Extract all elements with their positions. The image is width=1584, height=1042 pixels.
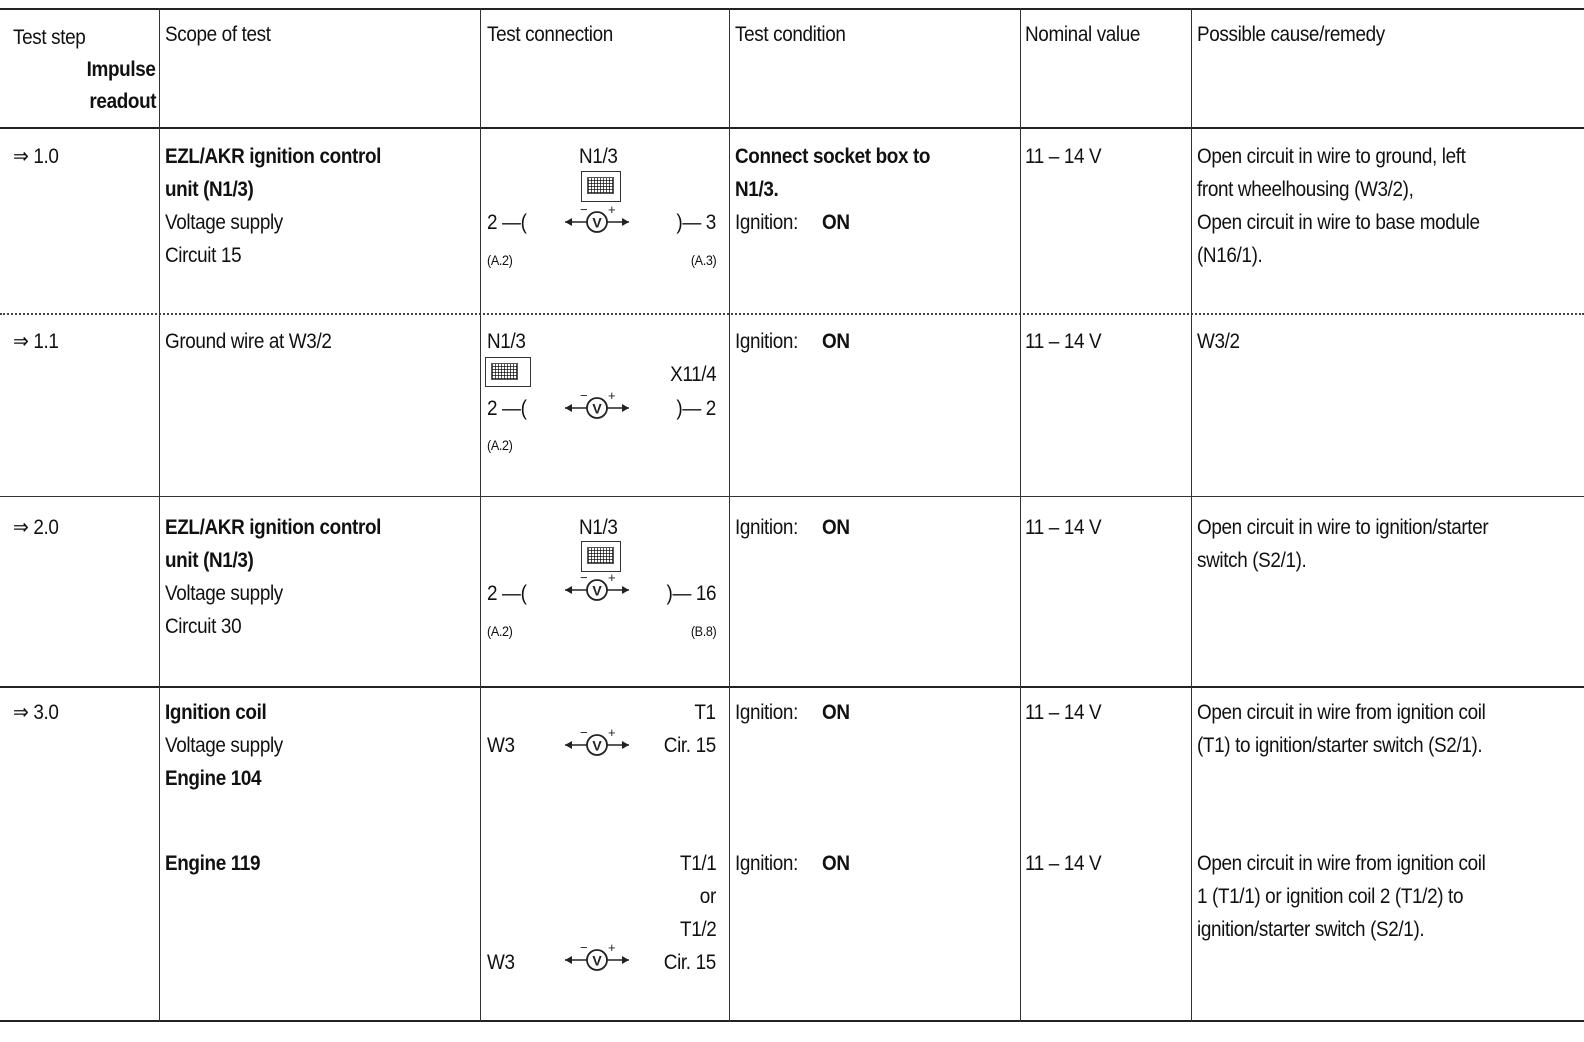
col-divider: [729, 8, 730, 1022]
voltmeter-icon: [565, 725, 629, 760]
condition-on: ON: [822, 330, 850, 353]
scope-line: Circuit 30: [165, 615, 242, 638]
pin-right: )— 2: [676, 397, 716, 420]
col-divider: [159, 8, 160, 1022]
meter-minus: −: [580, 388, 588, 403]
header-scope: Scope of test: [165, 23, 271, 46]
voltmeter-icon: [565, 202, 629, 237]
nominal-value: 11 – 14 V: [1025, 330, 1102, 353]
pin-left: 2 —(: [487, 211, 527, 234]
condition-ignition: Ignition:: [735, 516, 798, 539]
meter-plus: +: [608, 940, 616, 955]
voltmeter-icon: [565, 940, 629, 975]
cause-line: Open circuit in wire from ignition coil: [1197, 701, 1486, 724]
socket-box-icon: [485, 357, 531, 387]
scope-line: Voltage supply: [165, 734, 283, 757]
condition-ignition: Ignition:: [735, 330, 798, 353]
target-label: T1/2: [679, 918, 716, 941]
step-label: ⇒ 3.0: [13, 701, 59, 724]
condition-text: N1/3.: [735, 178, 779, 201]
scope-title: EZL/AKR ignition control: [165, 516, 382, 539]
scope-title: Engine 104: [165, 767, 262, 790]
header-nominal: Nominal value: [1025, 23, 1141, 46]
header-condition: Test condition: [735, 23, 846, 46]
meter-symbol: V: [592, 737, 602, 754]
step-label: ⇒ 1.1: [13, 330, 59, 353]
meter-symbol: V: [592, 582, 602, 599]
step-label: ⇒ 2.0: [13, 516, 59, 539]
scope-title: Ignition coil: [165, 701, 267, 724]
header-divider: [0, 127, 1584, 129]
condition-on: ON: [822, 852, 850, 875]
cause-line: 1 (T1/1) or ignition coil 2 (T1/2) to: [1197, 885, 1464, 908]
meter-minus: −: [580, 725, 588, 740]
header-test-step: Test step: [13, 26, 86, 49]
nominal-value: 11 – 14 V: [1025, 701, 1102, 724]
pin-right: Cir. 15: [663, 951, 716, 974]
nominal-value: 11 – 14 V: [1025, 852, 1102, 875]
header-cause: Possible cause/remedy: [1197, 23, 1385, 46]
cause-line: Open circuit in wire from ignition coil: [1197, 852, 1486, 875]
header-connection: Test connection: [487, 23, 613, 46]
pin-left: W3: [487, 734, 515, 757]
top-border: [0, 8, 1584, 10]
row-divider-dotted: [0, 313, 1584, 315]
col-divider: [1191, 8, 1192, 1022]
meter-symbol: V: [592, 214, 602, 231]
bottom-border: [0, 1020, 1584, 1022]
target-label: X11/4: [669, 363, 716, 386]
pin-left-sub: (A.2): [487, 437, 513, 453]
cause-line: ignition/starter switch (S2/1).: [1197, 918, 1425, 941]
header-readout: readout: [89, 90, 156, 113]
cause-line: (T1) to ignition/starter switch (S2/1).: [1197, 734, 1483, 757]
cause-line: Open circuit in wire to base module: [1197, 211, 1480, 234]
scope-title: Engine 119: [165, 852, 261, 875]
cause-line: W3/2: [1197, 330, 1240, 353]
or-label: or: [699, 885, 716, 908]
meter-symbol: V: [592, 400, 602, 417]
target-label: T1: [694, 701, 716, 724]
meter-plus: +: [608, 570, 616, 585]
pin-right: Cir. 15: [663, 734, 716, 757]
pin-left: 2 —(: [487, 582, 527, 605]
condition-on: ON: [822, 701, 850, 724]
scope-line: Ground wire at W3/2: [165, 330, 332, 353]
scope-line: Voltage supply: [165, 211, 283, 234]
pin-left-sub: (A.2): [487, 252, 513, 268]
voltmeter-icon: [565, 570, 629, 605]
scope-line: Circuit 15: [165, 244, 242, 267]
pin-right: )— 16: [666, 582, 716, 605]
device-label: N1/3: [579, 145, 618, 168]
step-label: ⇒ 1.0: [13, 145, 59, 168]
row-divider: [0, 496, 1584, 497]
meter-minus: −: [580, 202, 588, 217]
cause-line: Open circuit in wire to ignition/starter: [1197, 516, 1489, 539]
socket-box-icon: [581, 171, 621, 202]
nominal-value: 11 – 14 V: [1025, 516, 1102, 539]
target-label: T1/1: [679, 852, 716, 875]
nominal-value: 11 – 14 V: [1025, 145, 1102, 168]
scope-title: unit (N1/3): [165, 549, 254, 572]
header-impulse: Impulse: [87, 58, 156, 81]
col-divider: [1020, 8, 1021, 1022]
device-label: N1/3: [579, 516, 618, 539]
condition-ignition: Ignition:: [735, 852, 798, 875]
condition-ignition: Ignition:: [735, 701, 798, 724]
meter-minus: −: [580, 940, 588, 955]
pin-right-sub: (B.8): [690, 623, 716, 639]
scope-title: EZL/AKR ignition control: [165, 145, 382, 168]
socket-box-icon: [581, 541, 621, 572]
meter-minus: −: [580, 570, 588, 585]
meter-plus: +: [608, 725, 616, 740]
cause-line: (N16/1).: [1197, 244, 1263, 267]
pin-right-sub: (A.3): [690, 252, 716, 268]
pin-right: )— 3: [676, 211, 716, 234]
voltmeter-icon: [565, 388, 629, 423]
pin-left-sub: (A.2): [487, 623, 513, 639]
row-divider: [0, 686, 1584, 688]
cause-line: switch (S2/1).: [1197, 549, 1307, 572]
cause-line: Open circuit in wire to ground, left: [1197, 145, 1466, 168]
condition-on: ON: [822, 211, 850, 234]
condition-on: ON: [822, 516, 850, 539]
meter-plus: +: [608, 388, 616, 403]
meter-plus: +: [608, 202, 616, 217]
scope-line: Voltage supply: [165, 582, 283, 605]
cause-line: front wheelhousing (W3/2),: [1197, 178, 1414, 201]
col-divider: [480, 8, 481, 1022]
pin-left: 2 —(: [487, 397, 527, 420]
pin-left: W3: [487, 951, 515, 974]
meter-symbol: V: [592, 952, 602, 969]
scope-title: unit (N1/3): [165, 178, 254, 201]
condition-text: Connect socket box to: [735, 145, 931, 168]
condition-ignition: Ignition:: [735, 211, 798, 234]
device-label: N1/3: [487, 330, 526, 353]
